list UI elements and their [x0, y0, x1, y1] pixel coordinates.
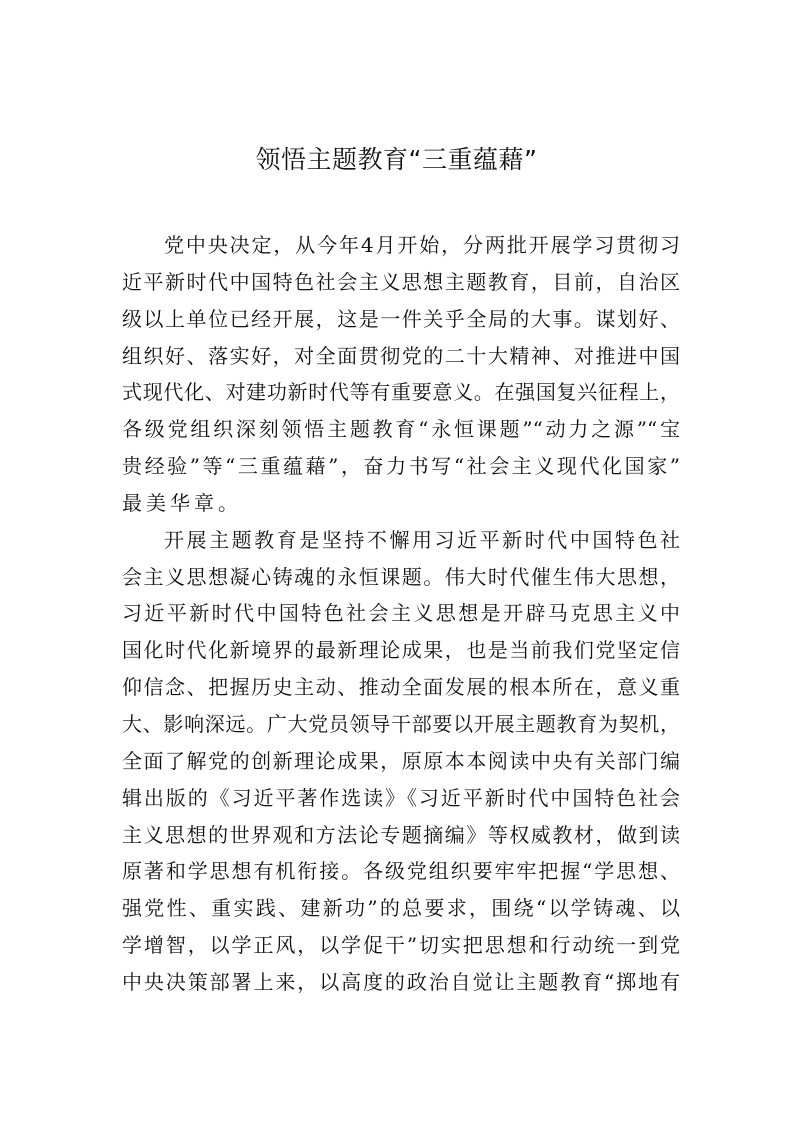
paragraph-1: [122, 227, 680, 522]
text-line: 原著和学思想有机衔接。各级党组织要牢牢把握“学思想、: [122, 859, 680, 884]
text-line: 最美华章。: [122, 490, 242, 515]
document-body: [122, 227, 680, 1001]
text-line: 贵经验”等“三重蕴藉”，奋力书写“社会主义现代化国家”: [122, 454, 680, 479]
text-line: 近平新时代中国特色社会主义思想主题教育，目前，自治区: [122, 269, 680, 294]
text-line: 党中央决定，从今年4月开始，分两批开展学习贯彻习: [164, 233, 680, 257]
paragraph-2: [122, 522, 680, 1001]
text-line: 开展主题教育是坚持不懈用习近平新时代中国特色社: [164, 527, 680, 552]
text-line: 辑出版的《习近平著作选读》《习近平新时代中国特色社会: [122, 785, 680, 810]
text-line: 国化时代化新境界的最新理论成果，也是当前我们党坚定信: [122, 638, 680, 663]
text-line: 中央决策部署上来，以高度的政治自觉让主题教育“掷地有: [122, 969, 680, 994]
text-line: 学增智，以学正风，以学促干”切实把思想和行动统一到党: [122, 933, 680, 958]
text-line: 仰信念、把握历史主动、推动全面发展的根本所在，意义重: [122, 675, 680, 700]
text-line: 式现代化、对建功新时代等有重要意义。在强国复兴征程上，: [122, 380, 680, 405]
text-line: 强党性、重实践、建新功”的总要求，围绕“以学铸魂、以: [122, 896, 680, 921]
text-line: 主义思想的世界观和方法论专题摘编》等权威教材，做到读: [122, 822, 680, 847]
text-line: 会主义思想凝心铸魂的永恒课题。伟大时代催生伟大思想，: [122, 564, 680, 589]
text-line: 级以上单位已经开展，这是一件关乎全局的大事。谋划好、: [122, 306, 680, 331]
text-line: 全面了解党的创新理论成果，原原本本阅读中央有关部门编: [122, 748, 680, 773]
text-line: 各级党组织深刻领悟主题教育“永恒课题”“动力之源”“宝: [122, 417, 680, 442]
text-line: 习近平新时代中国特色社会主义思想是开辟马克思主义中: [122, 601, 680, 626]
document-title: 领悟主题教育“三重蕴藉”: [255, 145, 538, 174]
text-line: 大、影响深远。广大党员领导干部要以开展主题教育为契机，: [122, 711, 680, 736]
text-line: 组织好、落实好，对全面贯彻党的二十大精神、对推进中国: [122, 343, 680, 368]
